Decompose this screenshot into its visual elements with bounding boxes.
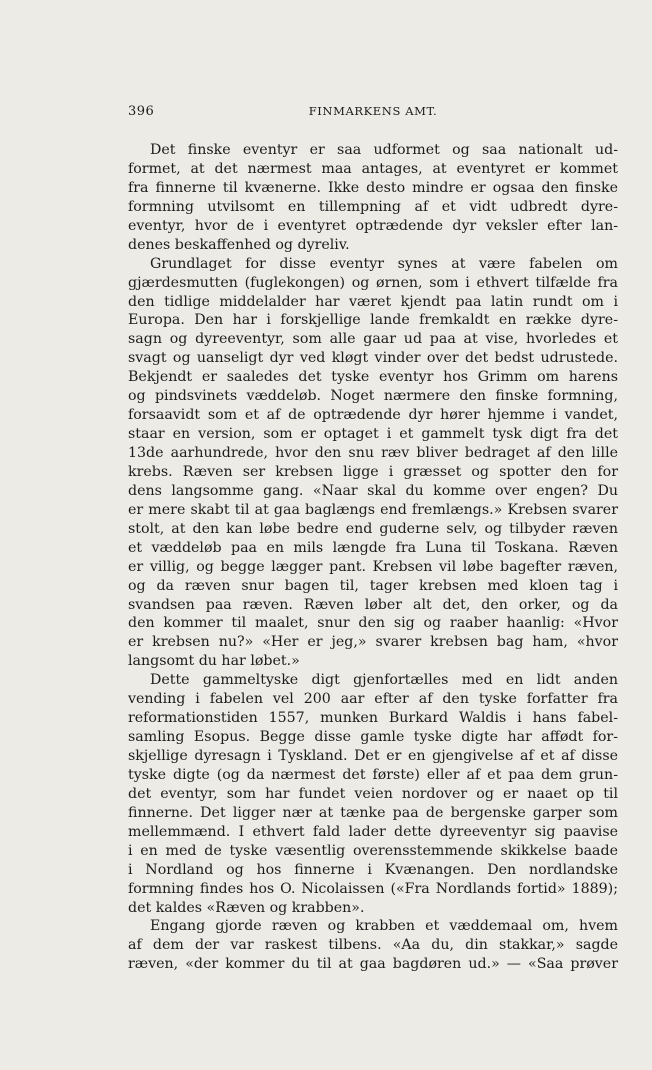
text-line: det kaldes «Ræven og krabben». — [128, 899, 365, 916]
body-text — [128, 141, 618, 974]
text-line: vending i fabelen vel 200 aar efter af den tyske forfatter fra — [128, 691, 618, 708]
text-line: tyske digte (og da nærmest det første) eller af et paa dem grun- — [128, 766, 618, 783]
text-line: formning utvilsomt en tillempning af et vidt udbredt dyre- — [128, 198, 618, 215]
text-line: i en med de tyske væsentlig overensstemmende skikkelse baade — [128, 842, 618, 859]
text-line: Grundlaget for disse eventyr synes at være fabelen om — [150, 255, 618, 272]
text-line: gjærdesmutten (fuglekongen) og ørnen, som i ethvert tilfælde fra — [128, 274, 618, 291]
text-line: ræven, «der kommer du til at gaa bagdøren ud.» — «Saa prøver — [128, 956, 618, 973]
text-line: Europa. Den har i forskjellige lande fremkaldt en række dyre- — [128, 312, 618, 329]
text-line: Engang gjorde ræven og krabben et væddemaal om, hvem — [150, 918, 618, 935]
text-line: Det finske eventyr er saa udformet og saa nationalt ud- — [150, 142, 618, 158]
text-line: eventyr, hvor de i eventyret optrædende dyr veksler efter lan- — [128, 217, 618, 234]
text-line: formning findes hos O. Nicolaissen («Fra Nordlands fortid» 1889); — [128, 880, 618, 897]
text-line: af dem der var raskest tilbens. «Aa du, din stakkar,» sagde — [128, 937, 618, 954]
text-line: 13de aarhundrede, hvor den snu ræv bliver bedraget af den lille — [128, 445, 618, 461]
text-line: denes beskaffenhed og dyreliv. — [128, 236, 350, 253]
paragraph — [128, 141, 618, 255]
text-line: krebs. Ræven ser krebsen ligge i græsset og spotter den for — [128, 463, 618, 480]
text-line: er villig, og begge lægger pant. Krebsen vil løbe bagefter ræven, — [128, 558, 618, 575]
text-line: Bekjendt er saaledes det tyske eventyr hos Grimm om harens — [128, 369, 618, 386]
text-line: det eventyr, som har fundet veien nordover og er naaet op til — [128, 785, 618, 802]
text-line: den kommer til maalet, snur den sig og raaber haanlig: «Hvor — [128, 615, 618, 632]
text-line: skjellige dyresagn i Tyskland. Det er en gjengivelse af et af disse — [128, 748, 618, 764]
text-line: staar en version, som er optaget i et gammelt tysk digt fra det — [128, 426, 618, 443]
text-line: dens langsomme gang. «Naar skal du komme over engen? Du — [128, 482, 618, 499]
text-line: reformationstiden 1557, munken Burkard Waldis i hans fabel- — [128, 710, 618, 727]
text-line: sagn og dyreeventyr, som alle gaar ud paa at vise, hvorledes et — [128, 331, 618, 348]
text-line: og pindsvinets væddeløb. Noget nærmere den finske formning, — [128, 388, 618, 405]
text-line: et væddeløb paa en mils længde fra Luna til Toskana. Ræven — [128, 539, 618, 556]
text-line: er krebsen nu?» «Her er jeg,» svarer krebsen bag ham, «hvor — [128, 634, 618, 651]
text-line: stolt, at den kan løbe bedre end guderne selv, og tilbyder ræven — [128, 520, 618, 537]
paragraph — [128, 917, 618, 974]
text-line: svagt og uanseligt dyr ved kløgt vinder over det bedst udrustede. — [128, 350, 618, 367]
text-line: samling Esopus. Begge disse gamle tyske digte har affødt for- — [128, 729, 618, 746]
text-line: fra finnerne til kvænerne. Ikke desto mindre er ogsaa den finske — [128, 179, 618, 196]
page-header — [128, 104, 618, 124]
paragraph — [128, 255, 618, 672]
running-title: FINMARKENS AMT. — [308, 104, 438, 118]
text-line: mellemmænd. I ethvert fald lader dette dyreeventyr sig paavise — [128, 823, 618, 840]
text-line: den tidlige middelalder har været kjendt paa latin rundt om i — [128, 293, 618, 310]
text-line: langsomt du har løbet.» — [128, 653, 300, 670]
text-line: Dette gammeltyske digt gjenfortælles med en lidt anden — [150, 672, 618, 689]
page-number: 396 — [128, 104, 155, 119]
text-line: forsaavidt som et af de optrædende dyr hører hjemme i vandet, — [128, 407, 618, 424]
text-line: og da ræven snur bagen til, tager krebsen med kloen tag i — [128, 577, 618, 594]
text-line: formet, at det nærmest maa antages, at eventyret er kommet — [128, 160, 618, 177]
paragraph — [128, 671, 618, 917]
text-line: i Nordland og hos finnerne i Kvænangen. Den nordlandske — [128, 861, 618, 878]
text-line: er mere skabt til at gaa baglængs end fremlængs.» Krebsen svarer — [128, 501, 618, 518]
text-line: svandsen paa ræven. Ræven løber alt det, den orker, og da — [128, 596, 618, 613]
text-line: finnerne. Det ligger nær at tænke paa de bergenske garper som — [128, 804, 618, 821]
